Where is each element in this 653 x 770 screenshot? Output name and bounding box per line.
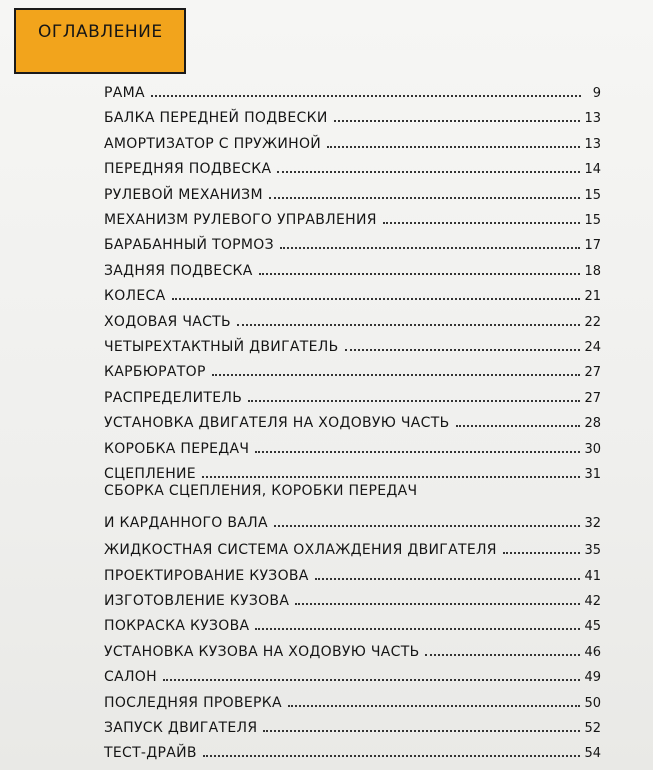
toc-entry-title: РУЛЕВОЙ МЕХАНИЗМ [104, 186, 263, 203]
contents-header-tab [14, 8, 186, 74]
toc-dot-leader [203, 755, 581, 757]
toc-dot-leader [277, 171, 580, 173]
toc-entry [104, 737, 601, 761]
toc-entry [104, 636, 601, 660]
toc-entry-title: МЕХАНИЗМ РУЛЕВОГО УПРАВЛЕНИЯ [104, 212, 377, 228]
toc-entry-title: УСТАНОВКА ДВИГАТЕЛЯ НА ХОДОВУЮ ЧАСТЬ [104, 415, 450, 432]
toc-entry-line [104, 233, 601, 253]
toc-dot-leader [172, 298, 581, 300]
toc-dot-leader [237, 324, 581, 326]
toc-dot-leader [345, 349, 581, 351]
toc-entry-page-number: 50 [584, 695, 601, 711]
toc-entry [104, 306, 601, 330]
toc-dot-leader [151, 95, 581, 97]
toc-entry [104, 356, 601, 380]
toc-entry-line [104, 81, 601, 101]
toc-dot-leader [248, 400, 580, 402]
toc-entry-title: АМОРТИЗАТОР С ПРУЖИНОЙ [104, 135, 322, 152]
toc-dot-leader [259, 273, 581, 275]
toc-entry [104, 331, 601, 355]
toc-entry-title: БАЛКА ПЕРЕДНЕЙ ПОДВЕСКИ [104, 110, 328, 127]
toc-entry-line [104, 360, 601, 380]
toc-entry-title: ЖИДКОСТНАЯ СИСТЕМА ОХЛАЖДЕНИЯ ДВИГАТЕЛЯ [104, 542, 497, 559]
toc-entry [104, 179, 601, 203]
toc-entry [104, 204, 601, 228]
toc-dot-leader [255, 451, 580, 453]
toc-entry-title: КОРОБКА ПЕРЕДАЧ [104, 440, 250, 457]
toc-entry-line [104, 386, 601, 406]
toc-dot-leader [383, 222, 581, 224]
toc-entry-line [104, 564, 601, 584]
toc-entry-title: САЛОН [104, 669, 157, 686]
toc-entry-line [104, 259, 601, 279]
toc-dot-leader [212, 374, 581, 376]
contents-header-title: ОГЛАВЛЕНИЕ [38, 22, 163, 42]
toc-dot-leader [456, 425, 581, 427]
toc-entry-line [104, 411, 601, 431]
toc-entry [104, 560, 601, 584]
toc-entry-line [104, 335, 601, 355]
toc-dot-leader [163, 679, 581, 681]
toc-entry-page-number: 9 [592, 86, 601, 101]
toc-entry-title: И КАРДАННОГО ВАЛА [104, 515, 268, 532]
toc-entry-page-number: 24 [584, 340, 601, 355]
toc-dot-leader [503, 552, 581, 554]
toc-entry-title-line1: СБОРКА СЦЕПЛЕНИЯ, КОРОБКИ ПЕРЕДАЧ [104, 483, 418, 500]
toc-entry-line [104, 589, 601, 609]
toc-entry-title: РАМА [104, 85, 145, 101]
toc-entry [104, 77, 601, 101]
toc-entry-page-number: 46 [584, 644, 601, 660]
toc-entry [104, 255, 601, 279]
toc-entry-title: КОЛЕСА [104, 288, 166, 305]
toc-entry-title: РАСПРЕДЕЛИТЕЛЬ [104, 389, 243, 406]
toc-entry [104, 407, 601, 431]
toc-entry [104, 483, 601, 531]
toc-entry [104, 585, 601, 609]
toc-entry-line [104, 716, 601, 736]
toc-entry [104, 128, 601, 152]
toc-entry-line [104, 208, 601, 228]
toc-entry-page-number: 27 [584, 365, 601, 381]
toc-entry-line [104, 741, 601, 761]
toc-dot-leader [263, 730, 580, 732]
toc-entry-page-number: 30 [584, 441, 601, 457]
toc-dot-leader [334, 120, 581, 122]
toc-dot-leader [202, 476, 581, 478]
toc-dot-leader [295, 603, 580, 605]
toc-entry-title: ПОКРАСКА КУЗОВА [104, 618, 250, 635]
toc-entry-page-number: 13 [584, 136, 601, 152]
toc-entry-line [104, 157, 601, 177]
toc-entry-line [104, 106, 601, 126]
toc-entry-page-number: 52 [584, 721, 601, 736]
toc-entry-page-number: 14 [584, 162, 601, 178]
toc-entry [104, 661, 601, 685]
toc-entry-page-number: 15 [584, 213, 601, 228]
toc-entry-page-number: 22 [584, 314, 601, 330]
toc-dot-leader [280, 247, 581, 249]
toc-entry-line [104, 132, 601, 152]
toc-entry-page-number: 18 [584, 263, 601, 279]
toc-entry-line [104, 511, 601, 531]
toc-dot-leader [315, 578, 581, 580]
toc-entry-title: ИЗГОТОВЛЕНИЕ КУЗОВА [104, 593, 290, 609]
toc-entry [104, 534, 601, 558]
toc-entry-page-number: 49 [584, 670, 601, 686]
toc-dot-leader [274, 525, 581, 527]
toc-entry [104, 610, 601, 634]
toc-entry-title: ЗАПУСК ДВИГАТЕЛЯ [104, 720, 258, 736]
toc-entry-page-number: 27 [584, 390, 601, 406]
toc-entry [104, 382, 601, 406]
toc-entry-page-number: 31 [584, 467, 601, 482]
toc-entry-page-number: 13 [584, 111, 601, 127]
toc-entry-title: ПОСЛЕДНЯЯ ПРОВЕРКА [104, 694, 282, 711]
toc-entry-page-number: 15 [584, 187, 601, 203]
toc-entry [104, 153, 601, 177]
toc-entry-line [104, 665, 601, 685]
toc-entry-title: КАРБЮРАТОР [104, 364, 206, 381]
toc-entry-title: ТЕСТ-ДРАЙВ [104, 745, 197, 762]
toc-entry-line [104, 614, 601, 634]
toc-entry-page-number: 35 [584, 543, 601, 559]
toc-entry-page-number: 42 [584, 594, 601, 609]
toc-entry-line [104, 284, 601, 304]
toc-dot-leader [327, 146, 580, 148]
toc-entry-page-number: 21 [584, 289, 601, 305]
toc-entry-title: УСТАНОВКА КУЗОВА НА ХОДОВУЮ ЧАСТЬ [104, 643, 420, 660]
toc-entry-page-number: 28 [584, 416, 601, 432]
toc-entry-line [104, 462, 601, 482]
toc-entry-title: БАРАБАННЫЙ ТОРМОЗ [104, 237, 274, 254]
toc-entry-line [104, 310, 601, 330]
toc-entry-title: ПЕРЕДНЯЯ ПОДВЕСКА [104, 161, 272, 178]
toc-entry-title: ЧЕТЫРЕХТАКТНЫЙ ДВИГАТЕЛЬ [104, 339, 339, 355]
toc-entry-line [104, 183, 601, 203]
toc-entry [104, 687, 601, 711]
toc-entry-page-number: 32 [584, 516, 601, 532]
toc-entry [104, 229, 601, 253]
toc-entry [104, 280, 601, 304]
toc-entry-title: ПРОЕКТИРОВАНИЕ КУЗОВА [104, 567, 309, 584]
toc-entry-page-number: 45 [584, 619, 601, 635]
toc-entry-title: СЦЕПЛЕНИЕ [104, 466, 196, 482]
toc-entry-page-number: 17 [584, 238, 601, 254]
toc-entry-line [104, 538, 601, 558]
toc-entry-title: ЗАДНЯЯ ПОДВЕСКА [104, 262, 253, 279]
toc-entry-page-number: 41 [584, 568, 601, 584]
toc-entry-line [104, 640, 601, 660]
toc-entry [104, 102, 601, 126]
toc-entry-line [104, 691, 601, 711]
toc-entry [104, 433, 601, 457]
toc-entry [104, 458, 601, 482]
toc-dot-leader [269, 197, 581, 199]
toc-entry-line [104, 437, 601, 457]
toc-entry-page-number: 54 [584, 746, 601, 762]
toc-dot-leader [425, 654, 580, 656]
toc-dot-leader [255, 628, 580, 630]
toc-entry [104, 712, 601, 736]
toc-dot-leader [288, 705, 581, 707]
toc-entry-title: ХОДОВАЯ ЧАСТЬ [104, 313, 231, 330]
